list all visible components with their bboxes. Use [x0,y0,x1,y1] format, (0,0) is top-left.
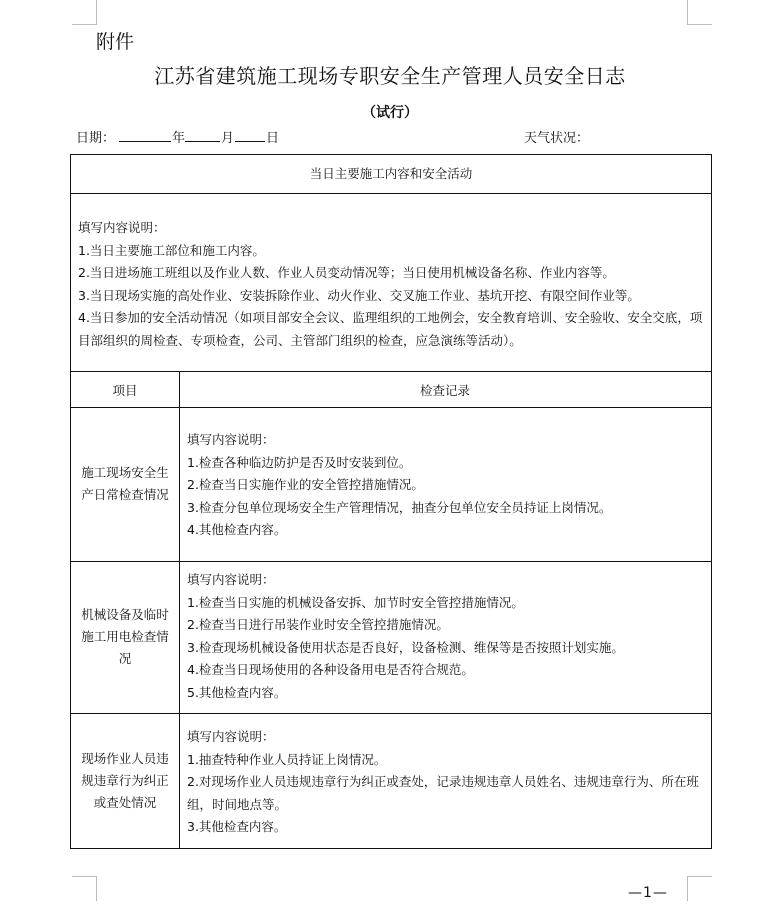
row-item: 3.检查现场机械设备使用状态是否良好，设备检测、维保等是否按照计划实施。 [187,639,624,655]
page-corner-mark-bottom-right [687,876,712,901]
row-label: 现场作业人员违规违章行为纠正或查处情况 [81,750,169,810]
row-item: 2.检查当日实施作业的安全管控措施情况。 [187,477,424,492]
weather-label: 天气状况： [524,131,590,146]
month-label: 月 [221,131,235,146]
row-heading: 填写内容说明： [187,432,275,447]
intro-item: 3.当日现场实施的高处作业、安装拆除作业、动火作业、交叉施工作业、基坑开挖、有限空间作业等。 [78,287,640,303]
row-item: 1.检查当日实施的机械设备安拆、加节时安全管控措施情况。 [187,594,524,610]
safety-log-table [70,154,712,849]
row-heading: 填写内容说明： [187,572,275,587]
row-record-content[interactable] [187,726,707,839]
intro-heading: 填写内容说明： [78,220,166,235]
intro-item: 4.当日参加的安全活动情况（如项目部安全会议、监理组织的工地例会，安全教育培训、安全验收、安全交底，项目部组织的周检查、专项检查，公司、主管部门组织的检查，应急演练等活动）。 [78,310,703,348]
year-label: 年 [172,131,186,146]
page-number: —1— [628,885,668,901]
column-header-item: 项目 [112,383,138,398]
page-corner-mark-top-left [72,0,97,25]
row-record-content[interactable] [187,429,707,542]
row-item: 3.其他检查内容。 [187,819,287,834]
date-weather-row [76,127,716,149]
day-label: 日 [266,131,280,146]
divider [71,371,711,372]
row-item: 5.其他检查内容。 [187,684,287,700]
row-item: 2.检查当日进行吊装作业时安全管控措施情况。 [187,617,449,632]
row-item: 1.检查各种临边防护是否及时安装到位。 [187,454,412,470]
row-record-content[interactable] [187,569,707,704]
row-item: 3.检查分包单位现场安全生产管理情况，抽查分包单位安全员持证上岗情况。 [187,499,612,515]
column-header-record: 检查记录 [419,383,470,398]
row-item: 4.检查当日现场使用的各种设备用电是否符合规范。 [187,662,474,677]
page-corner-mark-bottom-left [72,876,97,901]
section-header: 当日主要施工内容和安全活动 [309,166,473,181]
intro-item: 2.当日进场施工班组以及作业人数、作业人员变动情况等；当日使用机械设备名称、作业内容等。 [78,265,615,280]
intro-item: 1.当日主要施工部位和施工内容。 [78,242,265,258]
column-divider [179,371,180,848]
date-label: 日期： [76,131,116,146]
row-heading: 填写内容说明： [187,729,275,744]
row-item: 2.对现场作业人员违规违章行为纠正或查处，记录违规违章人员姓名、违规违章行为、所在班组，时间地点等。 [187,774,699,812]
row-item: 4.其他检查内容。 [187,522,287,537]
document-title: 江苏省建筑施工现场专职安全生产管理人员安全日志 [154,64,626,88]
page-corner-mark-top-right [687,0,712,25]
row-item: 1.抽查特种作业人员持证上岗情况。 [187,751,387,767]
year-field[interactable] [119,127,171,142]
day-field[interactable] [235,127,265,142]
intro-instructions [78,217,708,352]
attachment-label: 附件 [96,31,135,53]
row-label: 机械设备及临时施工用电检查情况 [81,607,169,666]
divider [71,193,711,194]
row-label: 施工现场安全生产日常检查情况 [81,465,169,502]
document-subtitle: （试行） [362,105,418,121]
month-field[interactable] [185,127,220,142]
